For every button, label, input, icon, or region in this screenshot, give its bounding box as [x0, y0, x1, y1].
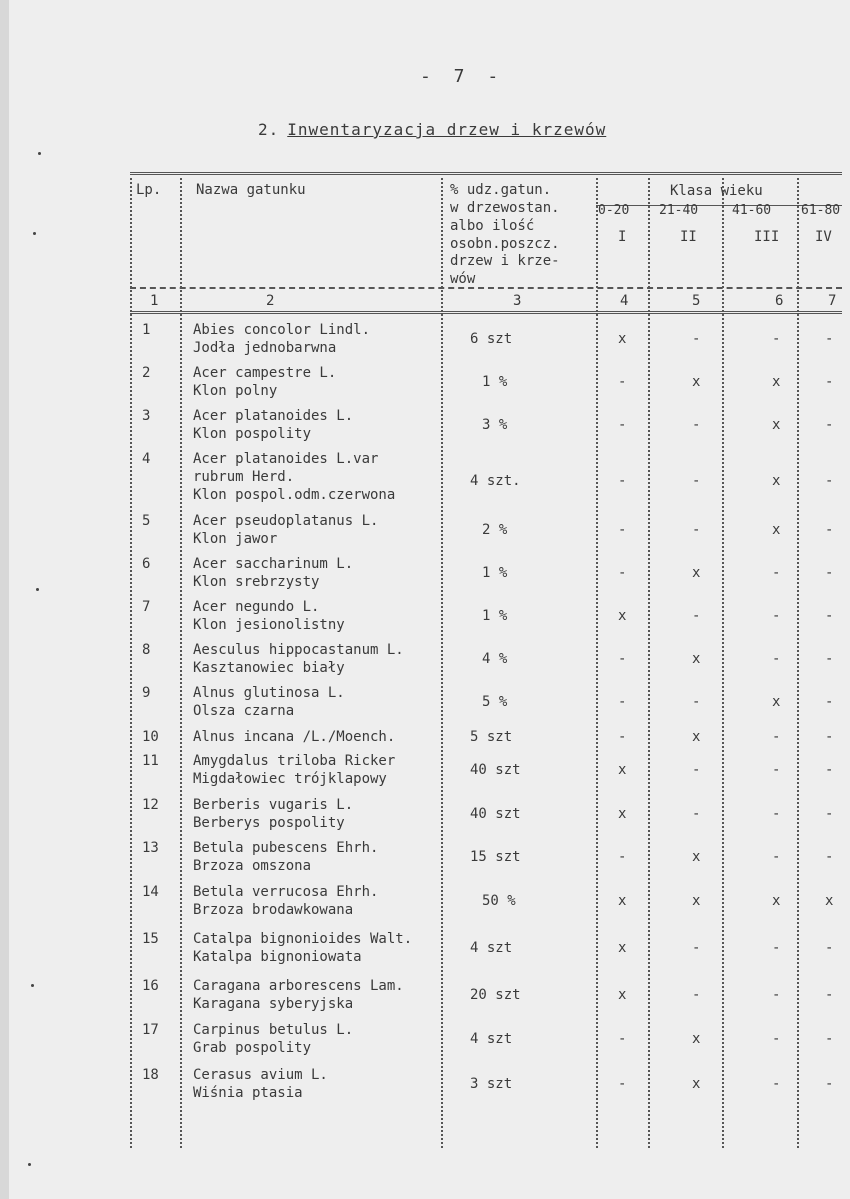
- row-amount: 1 %: [482, 565, 508, 581]
- section-title-text: Inwentaryzacja drzew i krzewów: [287, 120, 607, 139]
- row-age-c4: -: [618, 472, 627, 489]
- row-amount: 4 szt: [470, 940, 513, 956]
- row-age-c7: -: [825, 331, 834, 347]
- row-species-line: Acer platanoides L.: [193, 408, 354, 424]
- page-number: - 7 -: [420, 66, 505, 87]
- row-species-line: Wiśnia ptasia: [193, 1085, 303, 1101]
- row-species-line: Klon jesionolistny: [193, 617, 345, 633]
- row-age-c6: -: [772, 331, 781, 347]
- row-lp: 8: [142, 642, 151, 658]
- row-species-line: Carpinus betulus L.: [193, 1022, 354, 1038]
- row-lp: 2: [142, 365, 151, 381]
- row-species-line: Alnus glutinosa L.: [193, 685, 345, 701]
- row-amount: 5 szt: [470, 729, 513, 745]
- row-species-line: Catalpa bignonioides Walt.: [193, 931, 413, 947]
- header-age-range-3: 41-60: [732, 203, 772, 218]
- header-share-1: % udz.gatun.: [450, 182, 552, 198]
- row-age-c5: x: [692, 893, 701, 909]
- row-age-c5: -: [692, 940, 701, 956]
- row-age-c7: -: [825, 987, 834, 1003]
- row-species-line: Alnus incana /L./Moench.: [193, 729, 396, 745]
- row-age-c7: -: [825, 806, 834, 822]
- row-age-c6: x: [772, 374, 781, 390]
- row-age-c4: x: [618, 331, 627, 347]
- row-age-c6: x: [772, 893, 781, 909]
- col-rule-6: [797, 178, 799, 1148]
- row-age-c7: -: [825, 472, 834, 489]
- row-age-c7: -: [825, 694, 834, 710]
- row-species-line: Grab pospolity: [193, 1040, 312, 1056]
- row-lp: 12: [142, 797, 159, 813]
- column-number-2: 2: [266, 293, 275, 309]
- row-lp: 15: [142, 931, 159, 947]
- row-age-c4: -: [618, 729, 627, 745]
- row-amount: 6 szt: [470, 331, 513, 347]
- column-number-3: 3: [513, 293, 522, 309]
- row-age-c4: x: [618, 762, 627, 778]
- row-age-c5: x: [692, 1031, 701, 1047]
- row-age-c6: -: [772, 608, 781, 624]
- section-number: 2.: [258, 120, 280, 139]
- col-rule-1: [180, 178, 182, 1148]
- row-amount: 1 %: [482, 374, 508, 390]
- row-age-c4: -: [618, 694, 627, 710]
- header-age-range-2: 21-40: [659, 203, 699, 218]
- row-age-c6: -: [772, 806, 781, 822]
- row-age-c7: -: [825, 940, 834, 956]
- row-lp: 10: [142, 729, 159, 745]
- row-age-c7: -: [825, 522, 834, 538]
- row-age-c5: -: [692, 987, 701, 1003]
- row-age-c6: x: [772, 472, 781, 489]
- row-age-c5: x: [692, 849, 701, 865]
- row-species-line: Acer negundo L.: [193, 599, 320, 615]
- header-share-6: wów: [450, 271, 476, 287]
- row-age-c4: x: [618, 608, 627, 624]
- col-rule-0: [130, 178, 132, 1148]
- row-species-line: Cerasus avium L.: [193, 1067, 328, 1083]
- row-age-c4: -: [618, 1076, 627, 1092]
- row-age-c7: -: [825, 1076, 834, 1092]
- column-number-1: 1: [150, 293, 159, 309]
- row-species-line: rubrum Herd.: [193, 469, 295, 485]
- row-lp: 17: [142, 1022, 159, 1038]
- row-age-c6: x: [772, 417, 781, 433]
- row-age-c4: -: [618, 417, 627, 433]
- row-species-line: Brzoza brodawkowana: [193, 902, 354, 918]
- row-age-c4: -: [618, 1031, 627, 1047]
- row-species-line: Acer saccharinum L.: [193, 556, 354, 572]
- row-age-c6: -: [772, 1076, 781, 1092]
- row-species-line: Karagana syberyjska: [193, 996, 354, 1012]
- row-species-line: Olsza czarna: [193, 703, 295, 719]
- section-title: [258, 120, 606, 139]
- row-species-line: Acer pseudoplatanus L.: [193, 513, 379, 529]
- header-share-4: osobn.poszcz.: [450, 236, 560, 252]
- header-bottom-rule: [130, 287, 842, 289]
- row-amount: 20 szt: [470, 987, 521, 1003]
- scan-speck: [38, 152, 41, 155]
- row-age-c5: -: [692, 522, 701, 538]
- header-share-5: drzew i krze-: [450, 253, 560, 269]
- header-age-range-4: 61-80: [801, 203, 841, 218]
- row-lp: 13: [142, 840, 159, 856]
- row-age-c7: -: [825, 762, 834, 778]
- header-age-roman-1: I: [618, 229, 627, 245]
- header-age-roman-2: II: [680, 229, 697, 245]
- row-age-c4: x: [618, 893, 627, 909]
- row-lp: 9: [142, 685, 151, 701]
- row-amount: 40 szt: [470, 806, 521, 822]
- row-age-c6: -: [772, 849, 781, 865]
- col-rule-4: [648, 178, 650, 1148]
- row-age-c5: -: [692, 806, 701, 822]
- row-age-c6: -: [772, 1031, 781, 1047]
- row-age-c5: -: [692, 694, 701, 710]
- row-age-c4: x: [618, 940, 627, 956]
- row-age-c7: -: [825, 565, 834, 581]
- row-lp: 18: [142, 1067, 159, 1083]
- row-lp: 7: [142, 599, 151, 615]
- row-lp: 6: [142, 556, 151, 572]
- row-age-c6: -: [772, 565, 781, 581]
- row-age-c7: -: [825, 1031, 834, 1047]
- row-amount: 4 %: [482, 651, 508, 667]
- row-species-line: Jodła jednobarwna: [193, 340, 337, 356]
- row-age-c4: x: [618, 987, 627, 1003]
- row-lp: 11: [142, 753, 159, 769]
- row-age-c4: x: [618, 806, 627, 822]
- row-age-c5: -: [692, 417, 701, 433]
- row-amount: 50 %: [482, 893, 516, 909]
- row-age-c7: -: [825, 374, 834, 390]
- row-age-c5: x: [692, 565, 701, 581]
- col-rule-5: [722, 178, 724, 1148]
- row-age-c5: -: [692, 472, 701, 489]
- scan-edge: [0, 0, 9, 1199]
- row-species-line: Aesculus hippocastanum L.: [193, 642, 404, 658]
- row-lp: 14: [142, 884, 159, 900]
- row-age-c5: x: [692, 729, 701, 745]
- row-species-line: Betula pubescens Ehrh.: [193, 840, 379, 856]
- row-species-line: Betula verrucosa Ehrh.: [193, 884, 379, 900]
- column-number-7: 7: [828, 293, 837, 309]
- row-age-c7: -: [825, 608, 834, 624]
- header-age-class: Klasa wieku: [670, 183, 763, 199]
- row-species-line: Klon pospol.odm.czerwona: [193, 487, 396, 503]
- row-age-c4: -: [618, 849, 627, 865]
- scan-speck: [28, 1163, 31, 1166]
- row-age-c6: -: [772, 762, 781, 778]
- column-number-5: 5: [692, 293, 701, 309]
- scan-speck: [31, 984, 34, 987]
- row-age-c6: x: [772, 522, 781, 538]
- row-age-c5: -: [692, 331, 701, 347]
- row-amount: 5 %: [482, 694, 508, 710]
- row-age-c5: x: [692, 374, 701, 390]
- row-species-line: Brzoza omszona: [193, 858, 312, 874]
- row-age-c4: -: [618, 374, 627, 390]
- row-amount: 4 szt.: [470, 472, 521, 489]
- row-age-c7: -: [825, 417, 834, 433]
- header-lp: Lp.: [136, 182, 162, 198]
- row-lp: 16: [142, 978, 159, 994]
- row-amount: 1 %: [482, 608, 508, 624]
- header-share-2: w drzewostan.: [450, 200, 560, 216]
- row-age-c6: x: [772, 694, 781, 710]
- column-number-rule: [130, 311, 842, 314]
- row-age-c7: x: [825, 893, 834, 909]
- scan-speck: [36, 588, 39, 591]
- row-species-line: Abies concolor Lindl.: [193, 322, 371, 338]
- row-age-c4: -: [618, 651, 627, 667]
- row-age-c7: -: [825, 729, 834, 745]
- row-amount: 2 %: [482, 522, 508, 538]
- row-species-line: Katalpa bignoniowata: [193, 949, 362, 965]
- header-age-range-1: 0-20: [598, 203, 630, 218]
- row-age-c6: -: [772, 987, 781, 1003]
- column-number-6: 6: [775, 293, 784, 309]
- row-age-c6: -: [772, 940, 781, 956]
- row-age-c5: x: [692, 1076, 701, 1092]
- row-species-line: Klon jawor: [193, 531, 278, 547]
- col-rule-2: [441, 178, 443, 1148]
- row-age-c4: -: [618, 565, 627, 581]
- row-amount: 3 szt: [470, 1076, 513, 1092]
- col-rule-3: [596, 178, 598, 1148]
- table-top-rule: [130, 172, 842, 175]
- row-species-line: Migdałowiec trójklapowy: [193, 771, 387, 787]
- row-amount: 15 szt: [470, 849, 521, 865]
- row-age-c5: x: [692, 651, 701, 667]
- row-species-line: Klon pospolity: [193, 426, 312, 442]
- row-age-c5: -: [692, 762, 701, 778]
- row-lp: 5: [142, 513, 151, 529]
- row-age-c6: -: [772, 729, 781, 745]
- row-age-c4: -: [618, 522, 627, 538]
- header-share-3: albo ilość: [450, 218, 535, 234]
- row-species-line: Amygdalus triloba Ricker: [193, 753, 396, 769]
- row-species-line: Caragana arborescens Lam.: [193, 978, 404, 994]
- row-species-line: Klon srebrzysty: [193, 574, 320, 590]
- row-lp: 4: [142, 451, 151, 467]
- row-species-line: Acer platanoides L.var: [193, 451, 379, 467]
- column-number-4: 4: [620, 293, 629, 309]
- row-amount: 40 szt: [470, 762, 521, 778]
- row-amount: 3 %: [482, 417, 508, 433]
- row-age-c7: -: [825, 849, 834, 865]
- row-age-c6: -: [772, 651, 781, 667]
- header-age-roman-4: IV: [815, 229, 832, 245]
- scan-speck: [33, 232, 36, 235]
- header-age-roman-3: III: [754, 229, 780, 245]
- row-lp: 3: [142, 408, 151, 424]
- row-species-line: Acer campestre L.: [193, 365, 337, 381]
- row-age-c5: -: [692, 608, 701, 624]
- row-species-line: Berberys pospolity: [193, 815, 345, 831]
- row-species-line: Klon polny: [193, 383, 278, 399]
- row-lp: 1: [142, 322, 151, 338]
- row-age-c7: -: [825, 651, 834, 667]
- row-species-line: Kasztanowiec biały: [193, 660, 345, 676]
- row-amount: 4 szt: [470, 1031, 513, 1047]
- header-name: Nazwa gatunku: [196, 182, 306, 198]
- row-species-line: Berberis vugaris L.: [193, 797, 354, 813]
